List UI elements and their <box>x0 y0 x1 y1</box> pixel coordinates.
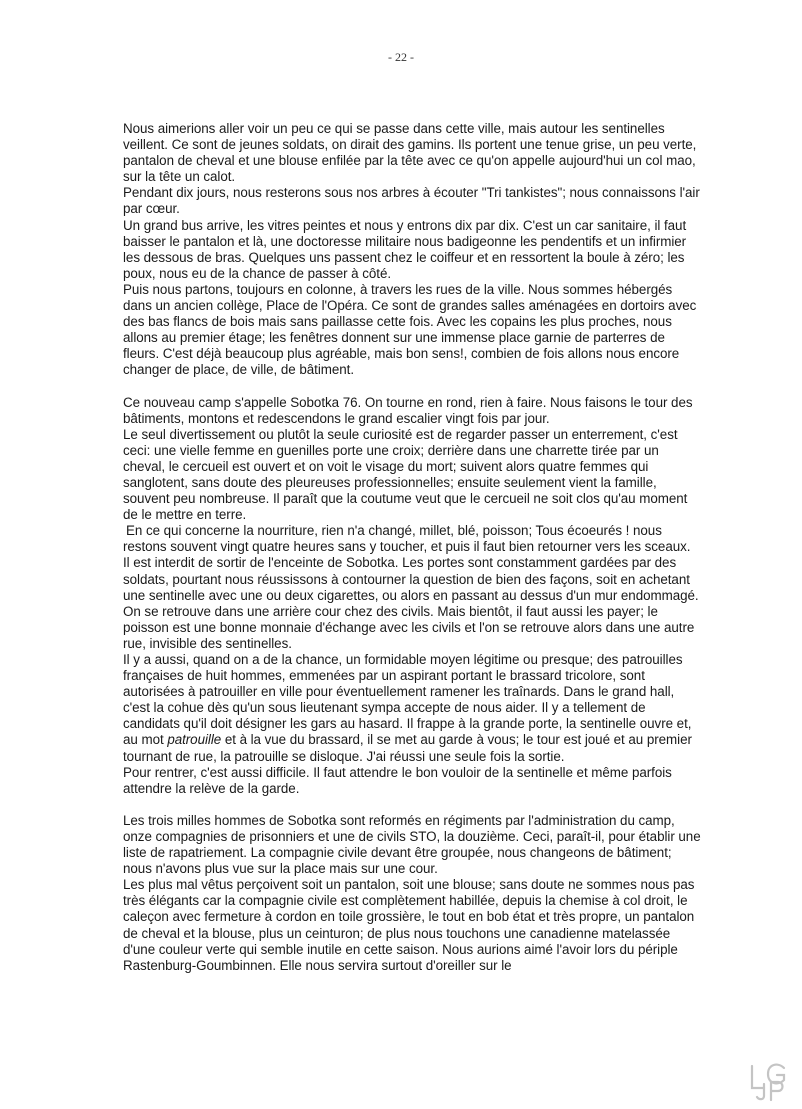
paragraph-text: Il y a aussi, quand on a de la chance, un formidable moyen légitime ou presque; des patrouilles françaises de huit hommes, emmenées par un aspirant portant le brassard tricolore, sont autorisées à patrouiller en ville pour éventuellement ramener les traînards. Dans le grand hall, c'est la cohue dès qu'un sous lieutenant sympa accepte de nous aider. Il y a tellement de candidats qu'il doit désigner les gars au hasard. Il frappe à la grande porte, la sentinelle ouvre et, au mot <box>123 652 692 748</box>
paragraph: Il est interdit de sortir de l'enceinte de Sobotka. Les portes sont constamment gardées par des soldats, pourtant nous réussissons à contourner la question de bien des façons, soit en achetant une sentinelle avec une ou deux cigarettes, ou alors en passant au dessus d'un mur endommagé. On se retrouve dans une arrière cour chez des civils. Mais bientôt, il faut aussi les payer; le poisson est une bonne monnaie d'échange avec les civils et l'on se retrouve alors dans une autre rue, invisible des sentinelles. <box>123 555 699 651</box>
emphasis-text: patrouille <box>167 732 222 748</box>
paragraph: En ce qui concerne la nourriture, rien n'a changé, millet, blé, poisson; Tous écoeurés ! nous restons souvent vingt quatre heures sans y toucher, et puis il faut bien retourner vers les sceaux. <box>123 523 691 555</box>
lg-jp-stamp-logo <box>744 1058 790 1104</box>
document-body <box>123 121 703 974</box>
paragraph: Les trois milles hommes de Sobotka sont reformés en régiments par l'administration du camp, onze compagnies de prisonniers et une de civils STO, la douzième. Ceci, paraît-il, pour établir une liste de rapatriement. La compagnie civile devant être groupée, nous changeons de bâtiment; nous n'avons plus vue sur la place mais sur une cour. <box>123 812 701 877</box>
paragraph-gap <box>123 379 703 395</box>
paragraph: Les plus mal vêtus perçoivent soit un pantalon, soit une blouse; sans doute ne sommes nous pas très élégants car la compagnie civile est complètement habillée, depuis la chemise à col droit, le caleçon avec fermeture à cordon en toile grossière, le tout en bob état et très propre, un pantalon de cheval et la blouse, plus un ceinturon; de plus nous touchons une canadienne matelassée d'une couleur verte qui semble inutile en cette saison. Nous aurions aimé l'avoir lors du périple Rastenburg-Goumbinnen. Elle nous servira surtout d'oreiller sur le <box>123 877 695 973</box>
paragraph: Ce nouveau camp s'appelle Sobotka 76. On tourne en rond, rien à faire. Nous faisons le tour des bâtiments, montons et redescendons le grand escalier vingt fois par jour. <box>123 394 693 426</box>
page-number: - 22 - <box>388 50 414 64</box>
paragraph-gap <box>123 797 703 813</box>
paragraph-text: et à la vue du brassard, il se met au garde à vous; le tour est joué et au premier tournant de rue, la patrouille se disloque. J'ai réussi une seule fois la sortie. <box>123 732 692 764</box>
paragraph: Pour rentrer, c'est aussi difficile. Il faut attendre le bon vouloir de la sentinelle et même parfois attendre la relève de la garde. <box>123 764 672 796</box>
paragraph <box>123 652 703 765</box>
paragraph: Nous aimerions aller voir un peu ce qui se passe dans cette ville, mais autour les sentinelles veillent. Ce sont de jeunes soldats, on dirait des gamins. Ils portent une tenue grise, un peu verte, pantalon de cheval et une blouse enfilée par la tête avec ce qu'on appelle aujourd'hui un col mao, sur la tête un calot. <box>123 121 697 185</box>
paragraph: Le seul divertissement ou plutôt la seule curiosité est de regarder passer un enterrement, c'est ceci: une vielle femme en guenilles porte une croix; derrière dans une charrette tirée par un cheval, le cercueil est ouvert et on voit le visage du mort; suivent alors quatre femmes qui sanglotent, sans doute des pleureuses professionnelles; ensuite seulement vient la famille, souvent peu nombreuse. Il paraît que la coutume veut que le cercueil ne soit clos qu'au moment de le mettre en terre. <box>123 426 688 523</box>
paragraph: Puis nous partons, toujours en colonne, à travers les rues de la ville. Nous sommes hébergés dans un ancien collège, Place de l'Opéra. Ce sont de grandes salles aménagées en dortoirs avec des bas flancs de bois mais sans paillasse cette fois. Avec les copains les plus proches, nous allons au premier étage; les fenêtres donnent sur une immense place garnie de parterres de fleurs. C'est déjà beaucoup plus agréable, mais bon sens!, combien de fois allons nous encore changer de place, de ville, de bâtiment. <box>123 281 697 378</box>
paragraph: Pendant dix jours, nous resterons sous nos arbres à écouter "Tri tankistes"; nous connaissons l'air par cœur. <box>123 185 700 217</box>
paragraph: Un grand bus arrive, les vitres peintes et nous y entrons dix par dix. C'est un car sanitaire, il faut baisser le pantalon et là, une doctoresse militaire nous badigeonne les pendentifs et un infirmier les dessous de bras. Quelques uns passent chez le coiffeur et en ressortent la boule à zéro; les poux, nous eu de la chance de passer à côté. <box>123 217 687 281</box>
